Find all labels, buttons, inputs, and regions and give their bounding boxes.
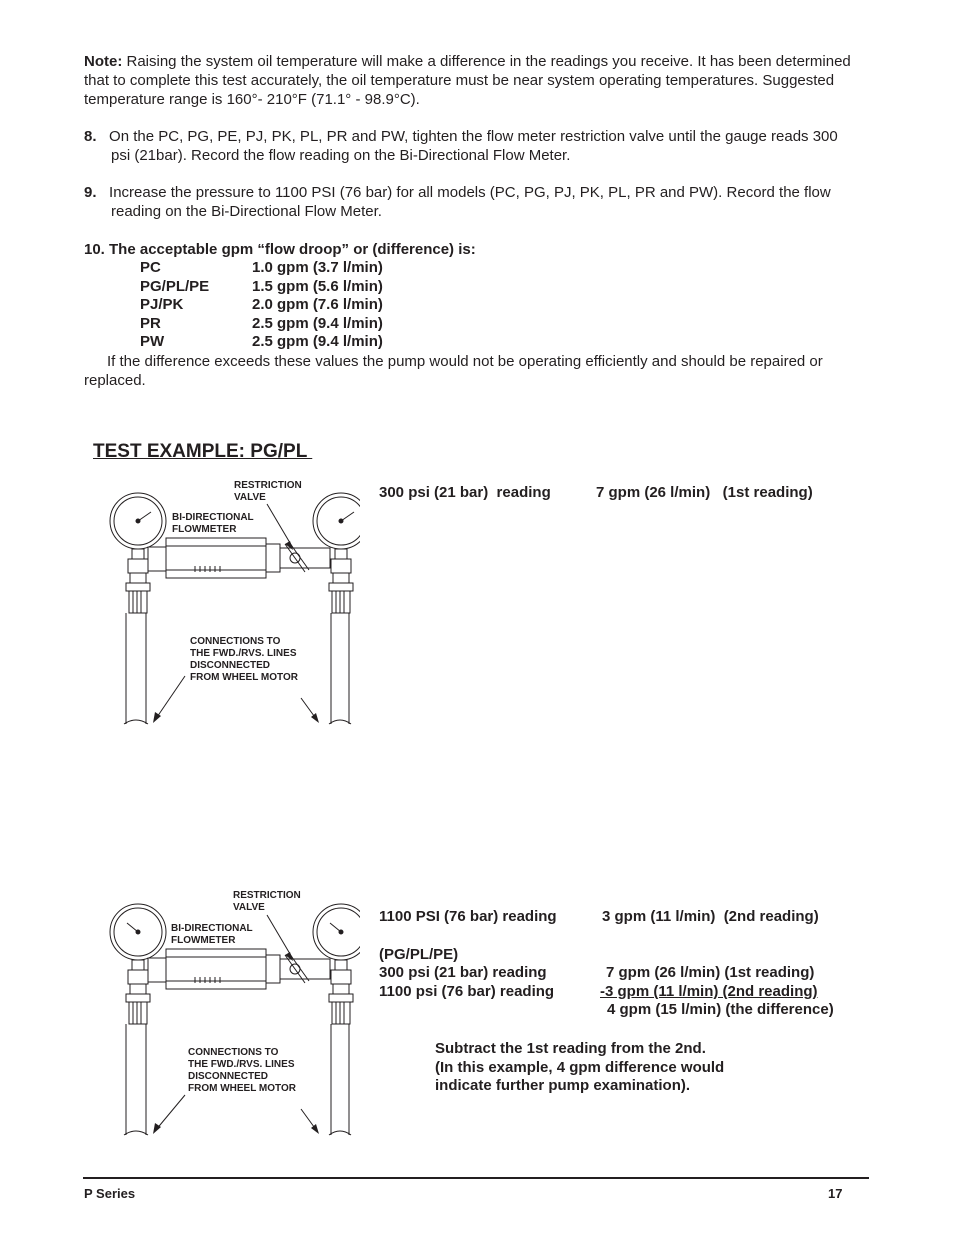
step-10-heading: 10. The acceptable gpm “flow droop” or (difference) is: — [84, 241, 476, 258]
note-label: Note: — [84, 53, 123, 70]
restriction-valve-label-2: VALVE — [234, 492, 266, 503]
reading-1-right: 7 gpm (26 l/min) (1st reading) — [596, 484, 813, 501]
test-example-heading — [93, 441, 312, 463]
step-10-after-line2: replaced. — [84, 372, 146, 389]
step-9-line2: reading on the Bi-Directional Flow Meter. — [111, 203, 382, 220]
reading-1-left: 300 psi (21 bar) reading — [379, 484, 551, 501]
page-number: 17 — [828, 1186, 843, 1201]
step-10-after-line1: If the difference exceeds these values the pump would not be operating efficiently and should be repaired or — [107, 353, 823, 370]
step-8-number: 8. — [84, 128, 97, 145]
reading-2-right: 3 gpm (11 l/min) (2nd reading) — [602, 908, 819, 925]
note-paragraph — [84, 52, 874, 109]
flowmeter-diagram-2 — [105, 887, 360, 1142]
summary-row1-left: 300 psi (21 bar) reading — [379, 964, 547, 981]
flowmeter-test-setup-illustration — [105, 476, 360, 731]
step-8-line2-row — [111, 146, 570, 165]
value-cell: 2.5 gpm (9.4 l/min) — [252, 333, 383, 351]
test-example-label: TEST EXAMPLE: — [93, 441, 246, 462]
value-cell: 1.0 gpm (3.7 l/min) — [252, 259, 383, 276]
flow-droop-table — [140, 259, 383, 352]
conclusion-line1: Subtract the 1st reading from the 2nd. — [435, 1040, 706, 1057]
connections-label-2: THE FWD./RVS. LINES — [190, 648, 297, 659]
restriction-valve-label-1: RESTRICTION — [234, 480, 302, 491]
step-9-number: 9. — [84, 184, 97, 201]
footer-series: P Series — [84, 1186, 136, 1201]
test-example-model: PG/PL — [245, 441, 313, 462]
value-cell: 2.0 gpm (7.6 l/min) — [252, 296, 383, 314]
step-9-line1: Increase the pressure to 1100 PSI (76 bar) for all models (PC, PG, PJ, PK, PL, PR and PW). Record the flow — [109, 184, 831, 201]
flowmeter-label-1: BI-DIRECTIONAL — [172, 512, 254, 523]
footer-rule — [83, 1177, 869, 1179]
step-8-line1: On the PC, PG, PE, PJ, PK, PL, PR and PW, tighten the flow meter restriction valve until the gauge reads 300 — [109, 128, 838, 145]
summary-row2-right: -3 gpm (11 l/min) (2nd reading) — [600, 983, 818, 1000]
restriction-valve-label-1: RESTRICTION — [233, 890, 301, 901]
note-text: Raising the system oil temperature will make a difference in the readings you receive. It has been determined that to complete this test accurately, the oil temperature must be near system operating temperatures. Suggested temperature range is 160°- 210°F (71.1° - 98.9°C). — [84, 53, 851, 108]
flowmeter-label-1: BI-DIRECTIONAL — [171, 923, 253, 934]
connections-label-4: FROM WHEEL MOTOR — [190, 672, 298, 683]
summary-row3-right: 4 gpm (15 l/min) (the difference) — [607, 1001, 834, 1018]
table-row — [140, 333, 383, 352]
conclusion-line3: indicate further pump examination). — [435, 1077, 691, 1094]
value-cell: 1.5 gpm (5.6 l/min) — [252, 277, 383, 295]
model-cell: PW — [140, 333, 165, 351]
table-row — [140, 259, 383, 278]
connections-label-3: DISCONNECTED — [188, 1071, 269, 1082]
table-row — [140, 278, 383, 297]
flowmeter-test-setup-illustration — [105, 887, 360, 1142]
model-cell: PR — [140, 314, 161, 332]
connections-label-2: THE FWD./RVS. LINES — [188, 1059, 295, 1070]
model-cell: PJ/PK — [140, 296, 184, 314]
step-8 — [84, 127, 884, 146]
reading-2-left: 1100 PSI (76 bar) reading — [379, 908, 557, 925]
conclusion-line2: (In this example, 4 gpm difference would — [435, 1059, 725, 1076]
connections-label-4: FROM WHEEL MOTOR — [188, 1083, 296, 1094]
step-9 — [84, 183, 884, 202]
restriction-valve-label-2: VALVE — [233, 902, 265, 913]
summary-model: (PG/PL/PE) — [379, 946, 459, 963]
step-8-line2: psi (21bar). Record the flow reading on the Bi-Directional Flow Meter. — [111, 147, 571, 164]
connections-label-1: CONNECTIONS TO — [188, 1047, 279, 1058]
flowmeter-label-2: FLOWMETER — [172, 524, 237, 535]
value-cell: 2.5 gpm (9.4 l/min) — [252, 314, 383, 332]
flowmeter-diagram-1 — [105, 476, 360, 731]
step-9-line2-row — [111, 202, 382, 221]
connections-label-3: DISCONNECTED — [190, 660, 271, 671]
model-cell: PG/PL/PE — [140, 277, 210, 295]
table-row — [140, 315, 383, 334]
model-cell: PC — [140, 259, 161, 276]
connections-label-1: CONNECTIONS TO — [190, 636, 281, 647]
summary-row1-right: 7 gpm (26 l/min) (1st reading) — [606, 964, 815, 981]
table-row — [140, 296, 383, 315]
summary-row2-left: 1100 psi (76 bar) reading — [379, 983, 555, 1000]
flowmeter-label-2: FLOWMETER — [171, 935, 236, 946]
